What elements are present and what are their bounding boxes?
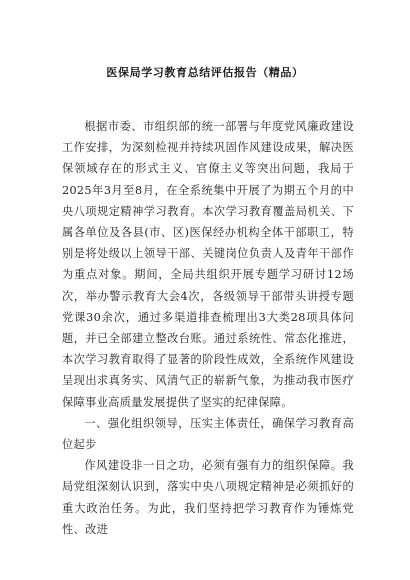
document-body (62, 116, 354, 540)
document-title: 医保局学习教育总结评估报告（精品） (106, 66, 304, 79)
intro-paragraph: 根据市委、市组织部的统一部署与年度党风廉政建设工作安排，为深刻检视并持续巩固作风建设成果，解决医保领域存在的形式主义、官僚主义等突出问题，我局于2025年3月至8月，在全系统集中开展了为期五个月的中央八项规定精神学习教育。本次学习教育覆盖局机关、下属各单位及各县(市、区)医保经办机构全体干部职工，特别是将处级以上领导干部、关键岗位负责人及青年干部作为重点对象。期间，全局共组织开展专题学习研讨12场次，举办警示教育大会4次，各级领导干部带头讲授专题党课30余次，通过多渠道排查梳理出3大类28项具体问题，并已全部建立整改台账。通过系统性、常态化推进，本次学习教育取得了显著的阶段性成效，全系统作风建设呈现出求真务实、风清气正的崭新气象，为推动我市医疗保障事业高质量发展提供了坚实的纪律保障。 (62, 120, 354, 409)
section-heading: 一、强化组织领导，压实主体责任，确保学习教育高位起步 (62, 416, 354, 452)
section-paragraph: 作风建设非一日之功，必须有强有力的组织保障。我局党组深刻认识到，落实中央八项规定精神是必须抓好的重大政治任务。为此，我们坚持把学习教育作为锤炼党性、改进 (62, 459, 354, 536)
